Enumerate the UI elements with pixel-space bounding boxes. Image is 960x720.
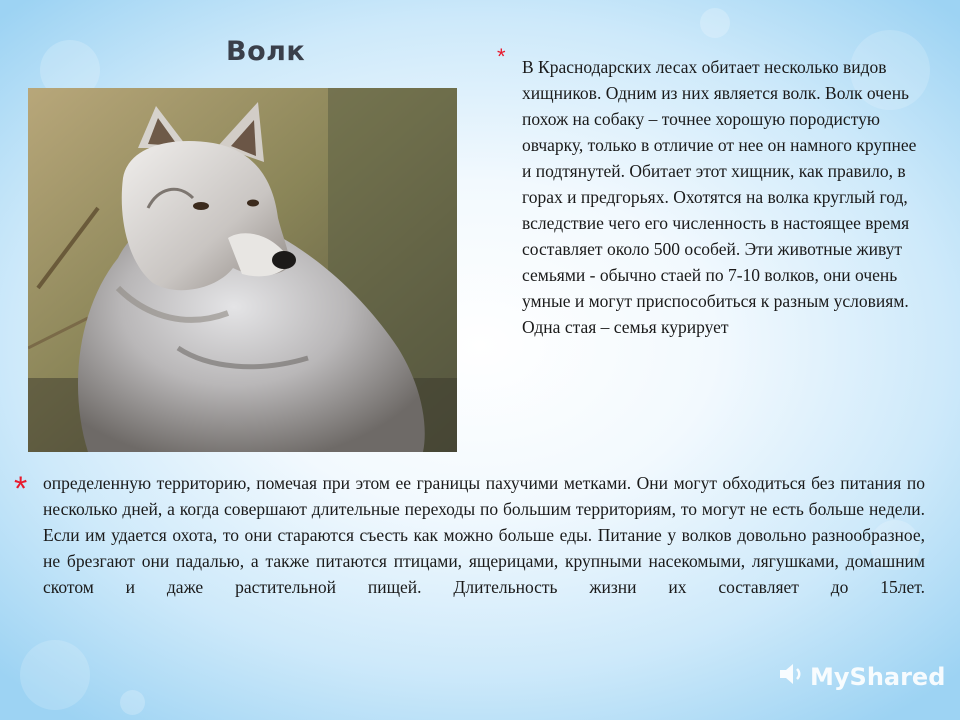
watermark-text: MyShared [810,663,946,691]
slide-title: Волк [226,36,306,67]
bullet-marker: * [497,44,506,69]
bullet-marker: * [14,470,28,508]
wolf-photo [28,88,457,452]
paragraph-top: В Краснодарских лесах обитает несколько видов хищников. Одним из них является волк. Волк очень похож на собаку – точнее хорошую породистую овчарку, только в отличие от нее он намного крупнее и подтянутей. Обитает этот хищник, как правило, в горах и предгорьях. Охотятся на волка круглый год, вследствие чего его численность в настоящее время составляет около 500 особей. Эти животные живут семьями - обычно стаей по 7-10 волков, они очень умные и могут приспособиться к разным условиям. Одна стая – семья курирует [522,57,917,337]
watermark-logo [778,661,945,693]
speaker-icon [778,661,806,693]
paragraph-bottom: определенную территорию, помечая при этом ее границы пахучими метками. Они могут обходиться без питания по несколько дней, а когда совершают длительные переходы по большим территориям, то могут не есть больше недели. Если им удается охота, то они стараются съесть как можно больше еды. Питание у волков довольно разнообразное, не брезгают они падалью, а также питаются птицами, ящерицами, крупными насекомыми, лягушками, домашним скотом и даже растительной пищей. Длительность жизни их составляет до 15лет. [43,473,925,597]
